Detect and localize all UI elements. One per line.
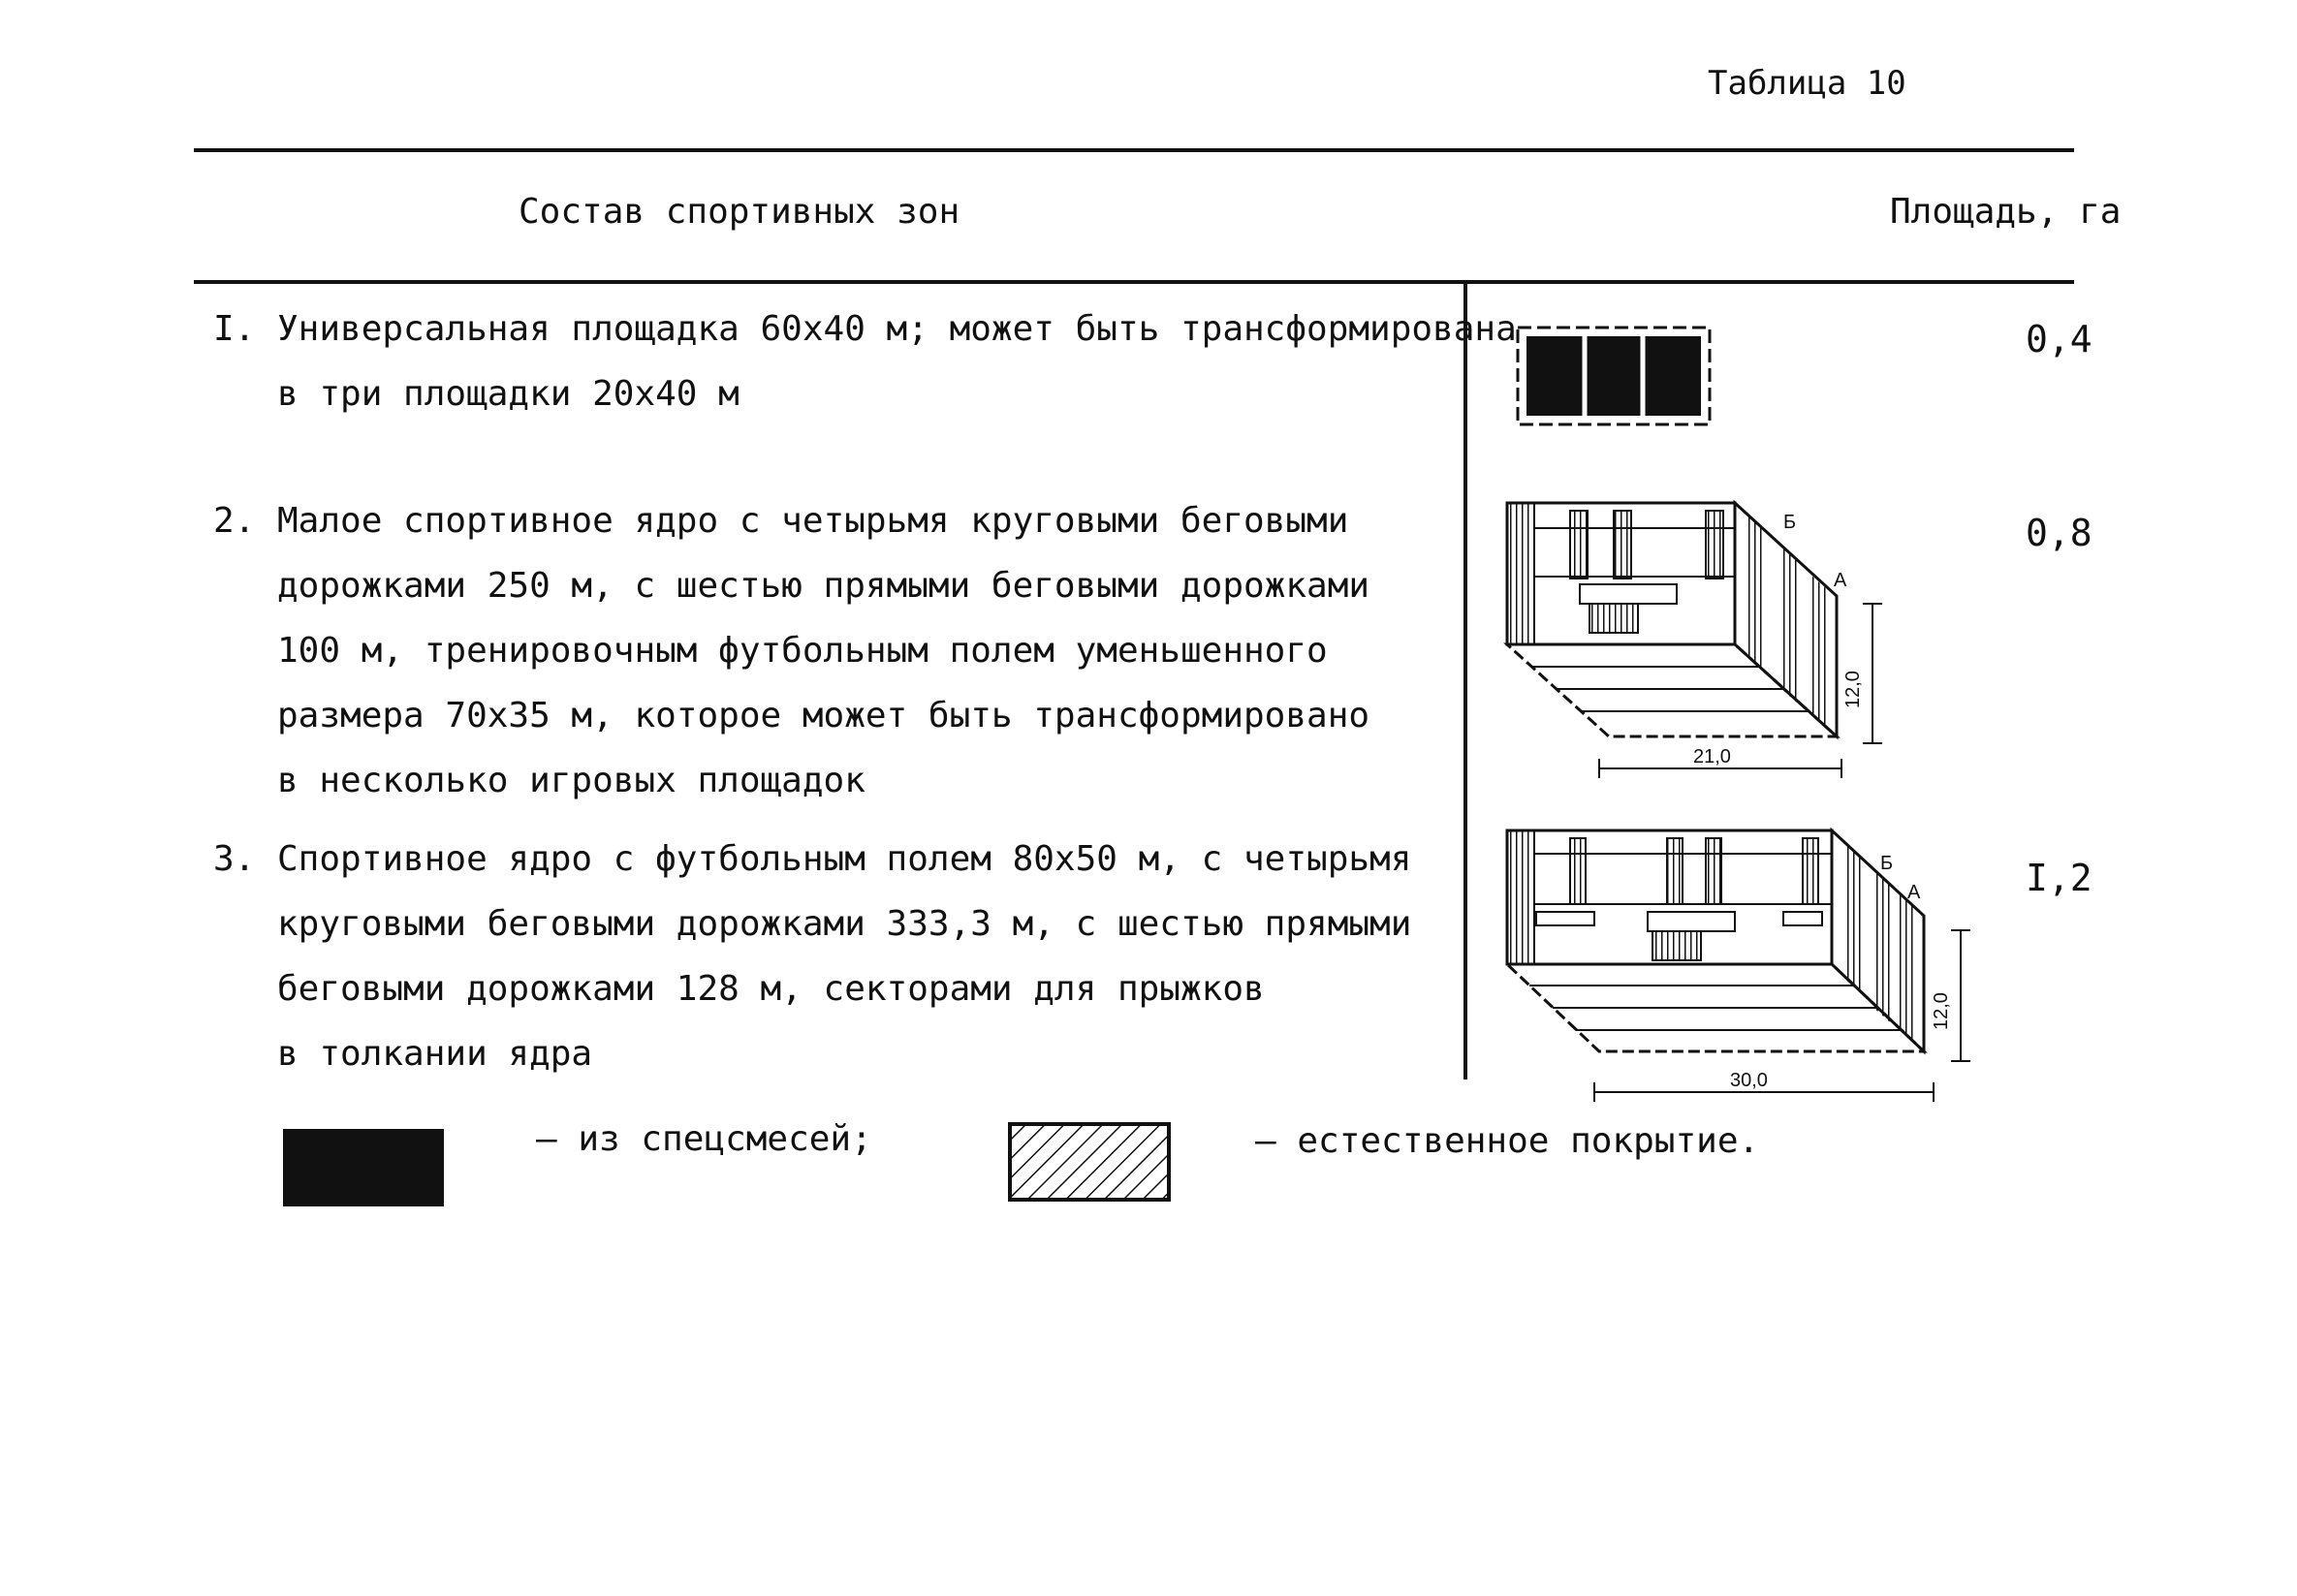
row-3-area: I,2 xyxy=(2026,857,2092,899)
header-area: Площадь, га xyxy=(1890,192,2122,232)
row-description xyxy=(277,297,1517,426)
row-line: беговыми дорожками 128 м, секторами для прыжков xyxy=(277,969,1265,1009)
row-line: Универсальная площадка 60х40 м; может быть трансформирована xyxy=(277,309,1517,349)
row-line: Спортивное ядро с футбольным полем 80х50 м, с четырьмя xyxy=(277,839,1412,879)
row-line: 100 м, тренировочным футбольным полем уменьшенного xyxy=(277,631,1328,671)
top-rule xyxy=(194,148,2074,152)
row-number: 3. xyxy=(213,839,256,879)
small-sports-core-diagram xyxy=(1493,489,1900,790)
dim-width: 12,0 xyxy=(1931,992,1952,1030)
row-number: I. xyxy=(213,309,256,349)
row-line: размера 70х35 м, которое может быть трансформировано xyxy=(277,696,1370,735)
row-line: в три площадки 20х40 м xyxy=(277,374,739,414)
court-surface xyxy=(1526,336,1701,416)
header-composition: Состав спортивных зон xyxy=(519,192,960,232)
row-line: Малое спортивное ядро с четырьмя круговыми беговыми xyxy=(277,501,1349,541)
legend-natural-label: – естественное покрытие. xyxy=(1255,1121,1760,1161)
row-1-area: 0,4 xyxy=(2026,318,2092,360)
table-caption: Таблица 10 xyxy=(1708,64,1906,103)
row-number: 2. xyxy=(213,501,256,541)
label-b: Б xyxy=(1880,853,1894,874)
label-a: А xyxy=(1907,882,1921,903)
label-a: А xyxy=(1834,570,1847,591)
label-b: Б xyxy=(1783,512,1797,533)
row-line: круговыми беговыми дорожками 333,3 м, с шестью прямыми xyxy=(277,904,1412,944)
legend-natural-swatch xyxy=(1008,1122,1171,1202)
universal-court-diagram xyxy=(1512,320,1715,431)
dim-length: 21,0 xyxy=(1693,746,1731,767)
dim-width: 12,0 xyxy=(1842,671,1864,708)
legend-special-mix-label: – из спецсмесей; xyxy=(536,1119,872,1159)
row-description xyxy=(277,488,1369,813)
row-line: в толкании ядра xyxy=(277,1034,593,1074)
sports-core-diagram xyxy=(1493,819,1977,1114)
row-description xyxy=(277,827,1411,1086)
dim-length: 30,0 xyxy=(1730,1070,1768,1091)
row-line: в несколько игровых площадок xyxy=(277,761,865,800)
row-2-area: 0,8 xyxy=(2026,512,2092,554)
legend-special-mix-swatch xyxy=(283,1129,444,1206)
header-rule xyxy=(194,280,2074,284)
row-line: дорожками 250 м, с шестью прямыми беговыми дорожками xyxy=(277,566,1370,606)
